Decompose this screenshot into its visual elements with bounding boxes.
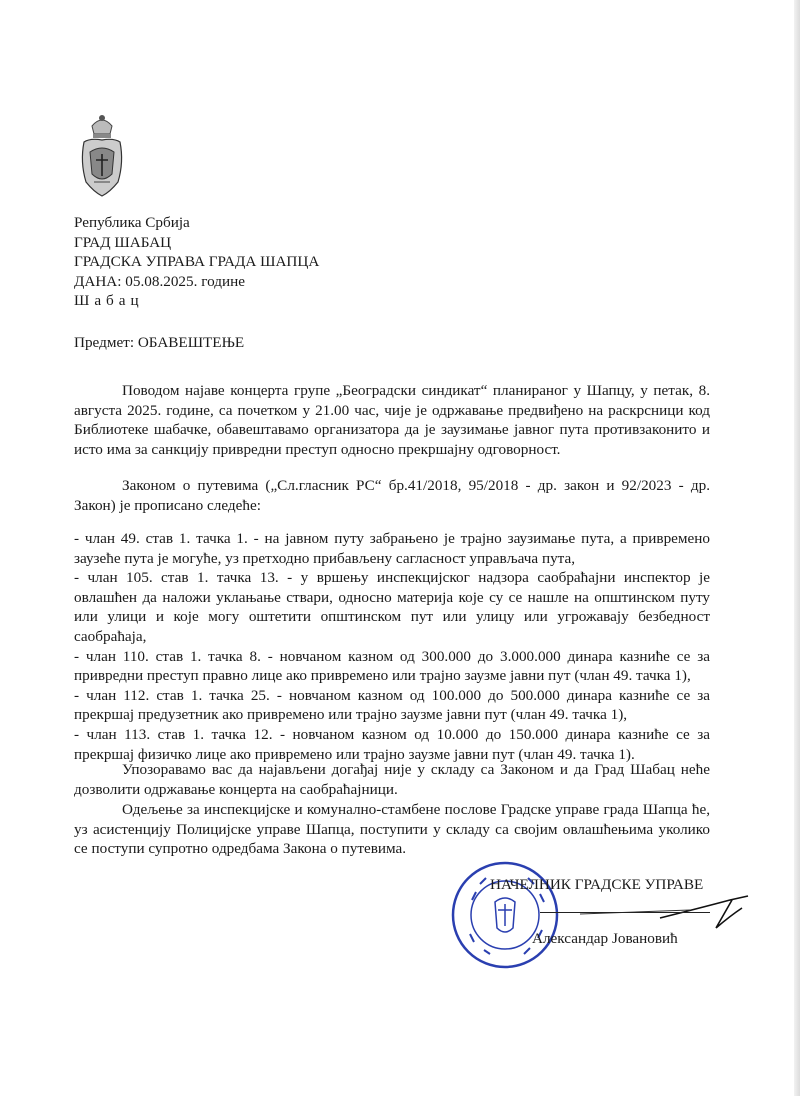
scan-edge — [794, 0, 800, 1096]
document-date: ДАНА: 05.08.2025. године — [74, 272, 245, 290]
city-name: ГРАД ШАБАЦ — [74, 233, 172, 251]
warning-paragraph — [74, 760, 710, 799]
law-articles-list — [74, 529, 710, 764]
paragraph-text: Упозоравамо вас да најављени догађај није у складу са Законом и да Град Шабац неће дозволити одржавање концерта на саобраћајници. — [74, 761, 710, 798]
signatory-title: НАЧЕЛНИК ГРАДСКЕ УПРАВЕ — [490, 876, 704, 893]
country-name: Република Србија — [74, 214, 190, 231]
paragraph-text: Законом о путевима („Сл.гласник РС“ бр.41/2018, 95/2018 - др. закон и 92/2023 - др. Закон) је прописано следеће: — [74, 477, 710, 514]
list-item: - члан 105. став 1. тачка 13. - у вршењу инспекцијског надзора саобраћајни инспектор је овлашћен да наложи уклањање ствари, односно материја које су се нашле на општинском путу или улици и које могу оштетити општинском пут или улицу или угрожавају безбедност саобраћаја, — [74, 569, 710, 645]
list-item: - члан 113. став 1. тачка 12. - новчаном казном од 10.000 до 150.000 динара казниће се за прекршај физичко лице ако привремено или трајно заузме јавни пут (члан 49. тачка 1). — [74, 725, 710, 763]
paragraph-text: Поводом најаве концерта групе „Београдски синдикат“ планираног у Шапцу, у петак, 8. августа 2025. године, са почетком у 21.00 час, чије је одржавање предвиђено на раскрсници код Библиотеке шабачке, обавештавамо организатора да је заузимање јавног пута противзаконито и исто има за санкцију привредни преступ односно прекршајну одговорност. — [74, 382, 710, 458]
sender-header — [74, 213, 319, 311]
law-paragraph — [74, 476, 710, 515]
serbian-coat-of-arms-icon — [78, 112, 126, 200]
subject-line: Предмет: ОБАВЕШТЕЊЕ — [74, 334, 245, 351]
signature-block — [450, 860, 750, 970]
list-item: - члан 49. став 1. тачка 1. - на јавном путу забрањено је трајно заузимање пута, а привремено заузеће пута је могуће, уз претходно прибављену сагласност управљача пута, — [74, 530, 710, 567]
intro-paragraph — [74, 381, 710, 459]
list-item: - члан 112. став 1. тачка 25. - новчаном казном од 100.000 до 500.000 динара казниће се за прекршај предузетник ако привремено или трајно заузме јавни пут (члан 49. тачка 1), — [74, 686, 710, 724]
paragraph-text: Одељење за инспекцијске и комунално-стамбене послове Градске управе града Шапца ће, уз асистенцију Полицијске управе Шапца, поступити у складу са својим овлашћењима уколико се поступи супротно одредбама Закона о путевима. — [74, 801, 710, 858]
place-name: Шабац — [74, 292, 144, 309]
enforcement-paragraph — [74, 800, 710, 859]
signatory-name: Александар Јовановић — [532, 930, 678, 947]
handwritten-signature-icon — [510, 878, 750, 938]
list-item: - члан 110. став 1. тачка 8. - новчаном казном од 300.000 до 3.000.000 динара казниће се за привредни преступ правно лице ако привремено или трајно заузме јавни пут (члан 49. тачка 1), — [74, 647, 710, 685]
signature-line — [540, 912, 710, 913]
administration-name: ГРАДСКА УПРАВА ГРАДА ШАПЦА — [74, 253, 320, 270]
